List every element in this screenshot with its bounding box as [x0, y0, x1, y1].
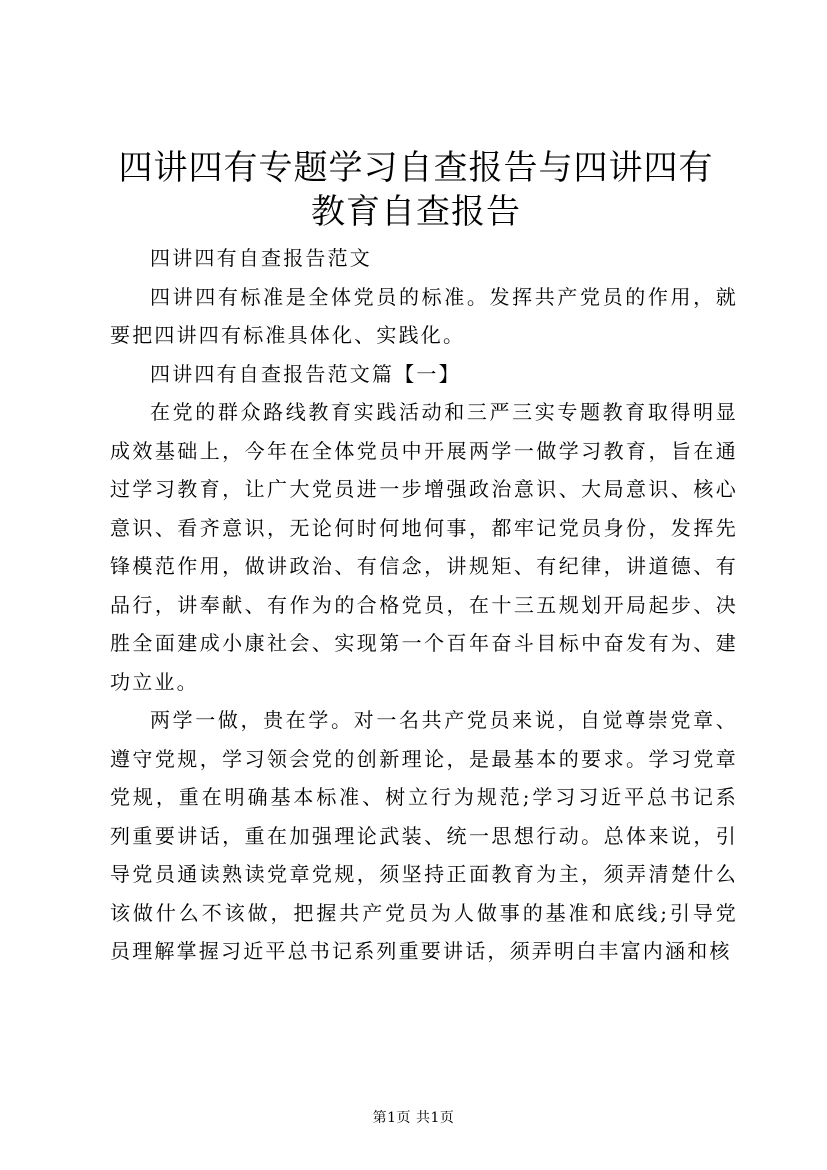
document-body — [110, 239, 738, 971]
paragraph-subtitle: 四讲四有自查报告范文 — [150, 246, 372, 270]
paragraph-body-1: 在党的群众路线教育实践活动和三严三实专题教育取得明显成效基础上，今年在全体党员中开展两学一做学习教育，旨在通过学习教育，让广大党员进一步增强政治意识、大局意识、核心意识、看齐意识，无论何时何地何事，都牢记党员身份，发挥先锋模范作用，做讲政治、有信念，讲规矩、有纪律，讲道德、有品行，讲奉献、有作为的合格党员，在十三五规划开局起步、决胜全面建成小康社会、实现第一个百年奋斗目标中奋发有为、建功立业。 — [110, 400, 738, 694]
document-title: 四讲四有专题学习自查报告与四讲四有教育自查报告 — [118, 148, 714, 232]
paragraph-intro: 四讲四有标准是全体党员的标准。发挥共产党员的作用，就要把四讲四有标准具体化、实践化。 — [110, 284, 738, 347]
page-footer: 第1页 共1页 — [372, 1110, 455, 1126]
paragraph-body-2: 两学一做，贵在学。对一名共产党员来说，自觉尊崇党章、遵守党规，学习领会党的创新理论，是最基本的要求。学习党章党规，重在明确基本标准、树立行为规范;学习习近平总书记系列重要讲话，重在加强理论武装、统一思想行动。总体来说，引导党员通读熟读党章党规，须坚持正面教育为主，须弄清楚什么该做什么不该做，把握共产党员为人做事的基准和底线;引导党员理解掌握习近平总书记系列重要讲话，须弄明白丰富内涵和核 — [110, 708, 738, 963]
paragraph-section-heading: 四讲四有自查报告范文篇【一】 — [150, 361, 461, 386]
